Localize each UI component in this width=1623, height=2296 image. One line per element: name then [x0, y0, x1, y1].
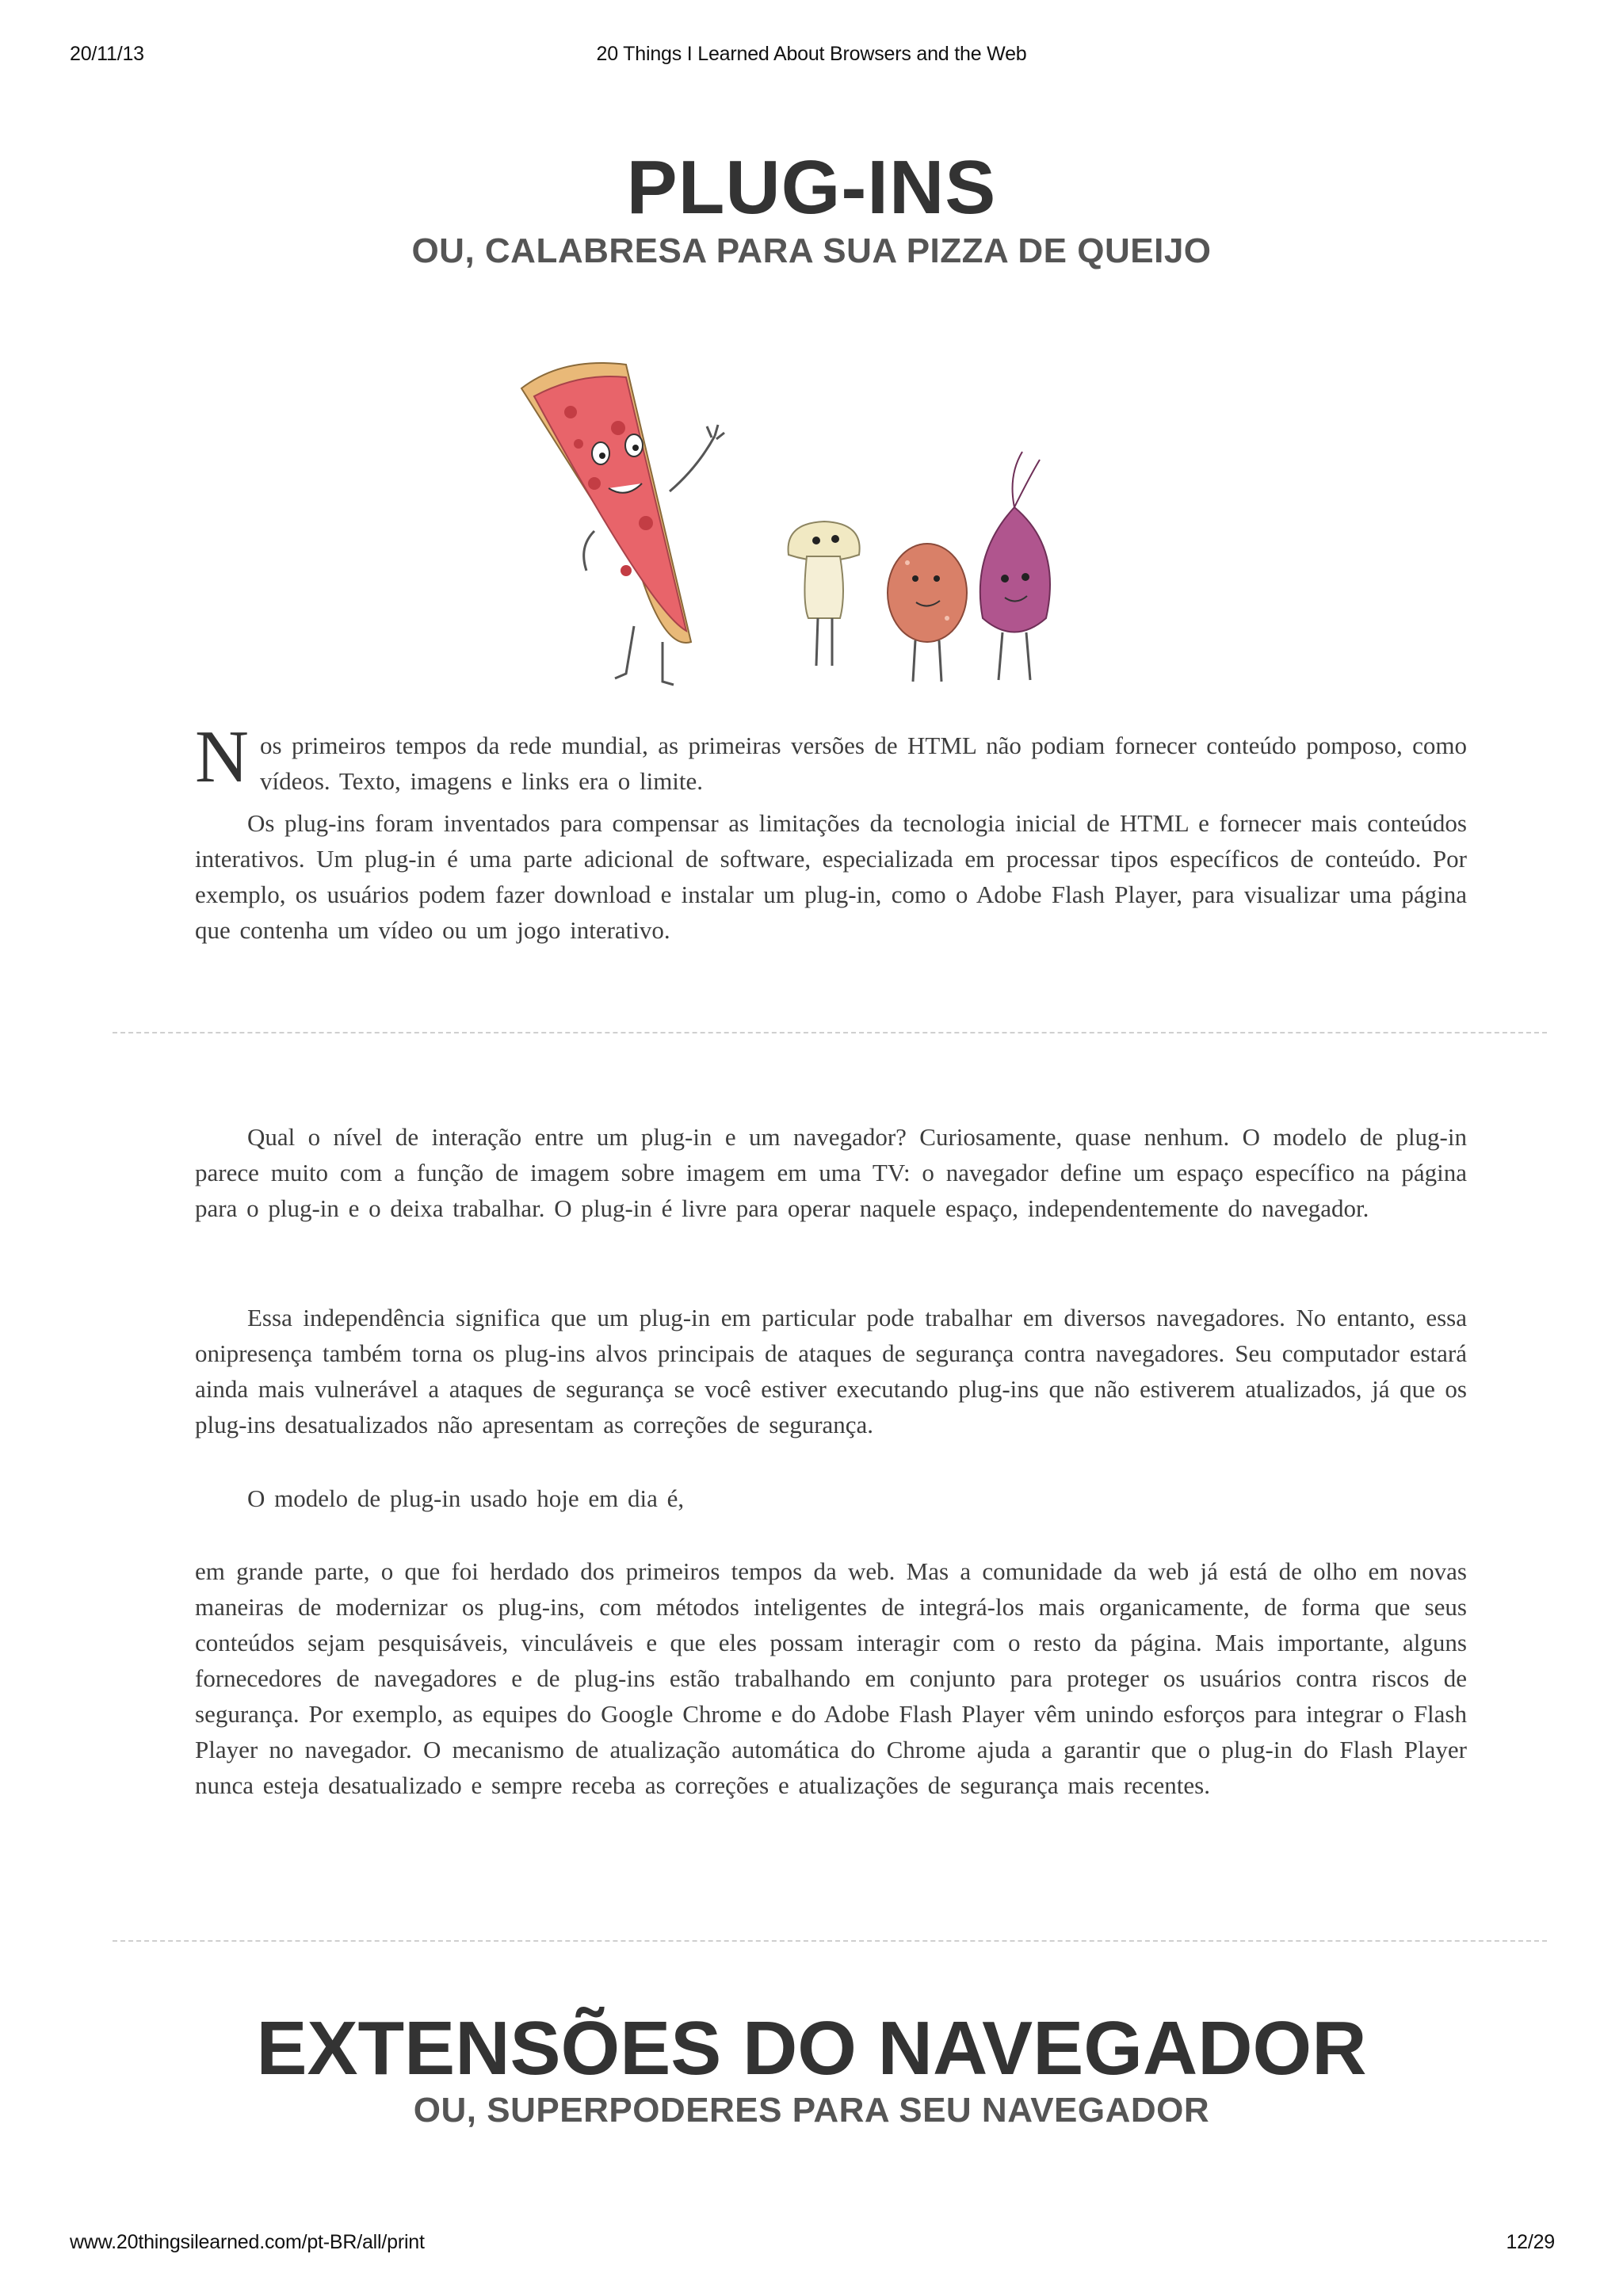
pepperoni-character [888, 544, 967, 682]
chapter-title: PLUG-INS [626, 145, 997, 230]
chapter-title: EXTENSÕES DO NAVEGADOR [256, 2006, 1367, 2091]
paragraph-model-intro: O modelo de plug-in usado hoje em dia é, [247, 1484, 685, 1512]
pizza-characters-illustration [507, 341, 1157, 705]
mushroom-character [789, 521, 860, 666]
chapter-subtitle: OU, CALABRESA PARA SUA PIZZA DE QUEIJO [411, 231, 1212, 270]
paragraph-plugins-invented: Os plug-ins foram inventados para compensar as limitações da tecnologia inicial de HTML e fornecer mais conteúdos interativos. Um plug-in é uma parte adicional de software, especializada em processar tipos específicos de conteúdo. Por exemplo, os usuários podem fazer download e instalar um plug-in, como o Adobe Flash Player, para visualizar uma página que contenha um vídeo ou um jogo interativo. [195, 809, 1467, 944]
paragraph-intro: os primeiros tempos da rede mundial, as primeiras versões de HTML não podiam fornecer conteúdo pomposo, como vídeos. Texto, imagens e links era o limite. [260, 732, 1467, 795]
paragraph-interaction: Qual o nível de interação entre um plug-in e um navegador? Curiosamente, quase nenhum. O modelo de plug-in parece muito com a função de imagem sobre imagem em uma TV: o navegador define um espaço específico na página para o plug-in e o deixa trabalhar. O plug-in é livre para operar naquele espaço, independentemente do navegador. [195, 1123, 1467, 1222]
page-number: 12/29 [1506, 2231, 1555, 2253]
paragraph-independence: Essa independência significa que um plug-in em particular pode trabalhar em diversos navegadores. No entanto, essa onipresença também torna os plug-ins alvos principais de ataques de segurança contra navegadores. Seu computador estará ainda mais vulnerável a ataques de segurança se você estiver executando plug-ins que não estiverem atualizados, já que os plug-ins desatualizados não apresentam as correções de segurança. [195, 1304, 1467, 1438]
section-divider [113, 1940, 1547, 1942]
chapter-subtitle: OU, SUPERPODERES PARA SEU NAVEGADOR [413, 2091, 1210, 2130]
print-footer-url: www.20thingsilearned.com/pt-BR/all/print [70, 2231, 425, 2253]
paragraph-modernization: em grande parte, o que foi herdado dos primeiros tempos da web. Mas a comunidade da web já está de olho em novas maneiras de modernizar os plug-ins, com métodos inteligentes de integrá-los mais organicamente, de forma que seus conteúdos sejam pesquisáveis, vinculáveis e que eles possam interagir com o resto da página. Mais importante, alguns fornecedores de navegadores e de plug-ins estão trabalhando em conjunto para proteger os usuários contra riscos de segurança. Por exemplo, as equipes do Google Chrome e do Adobe Flash Player vêm unindo esforços para integrar o Flash Player no navegador. O mecanismo de atualização automática do Chrome ajuda a garantir que o plug-in do Flash Player nunca esteja desatualizado e sempre receba as correções e atualizações de segurança mais recentes. [195, 1557, 1467, 1799]
print-header-title: 20 Things I Learned About Browsers and the Web [596, 43, 1027, 65]
drop-cap: N [195, 716, 249, 798]
print-date: 20/11/13 [70, 43, 144, 65]
onion-character [980, 452, 1050, 680]
section-divider [113, 1032, 1547, 1033]
pizza-slice-character [521, 363, 724, 685]
